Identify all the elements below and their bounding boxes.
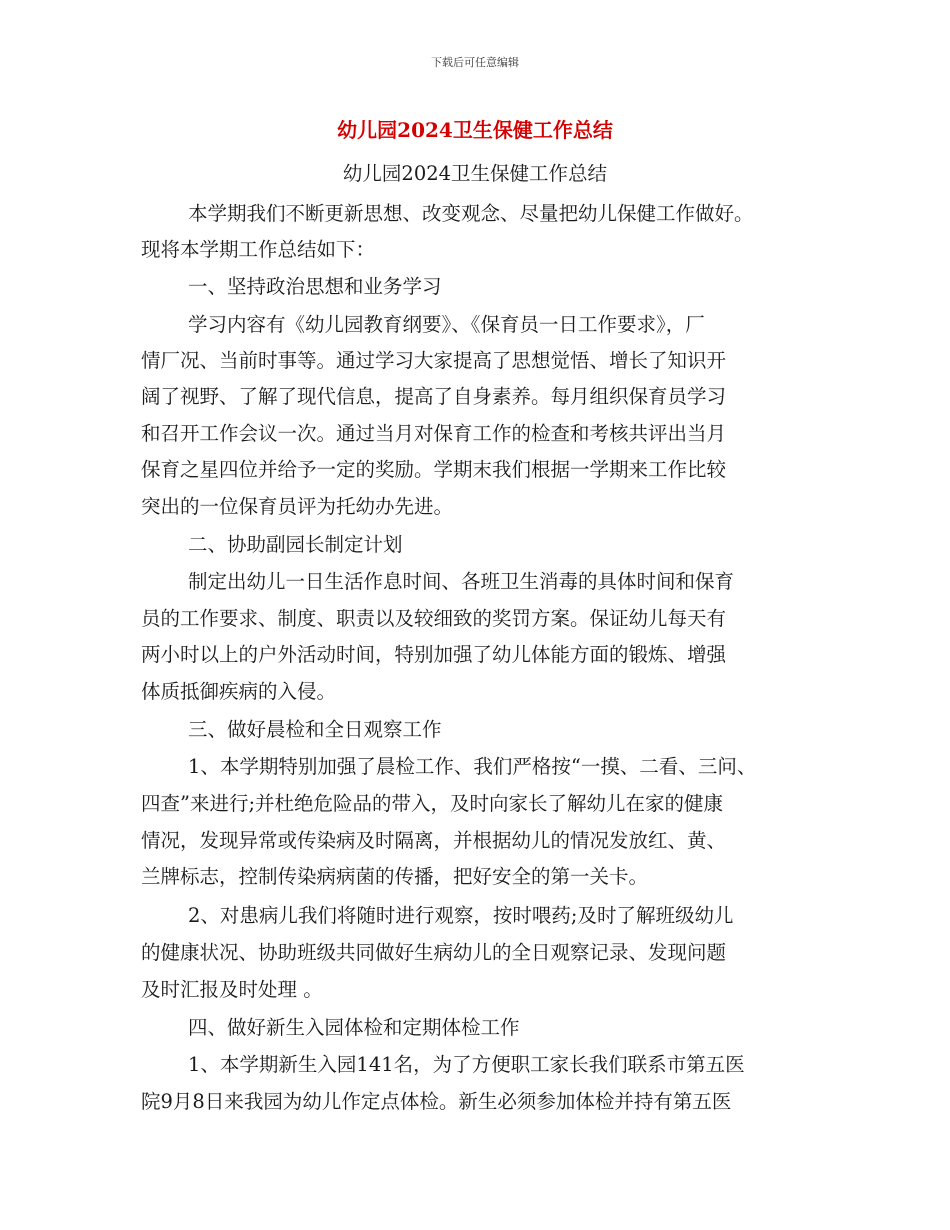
paragraph-line: 阔了视野、了解了现代信息，提高了自身素养。每月组织保育员学习 [141,385,727,408]
paragraph-line: 情厂况、当前时事等。通过学习大家提高了思想觉悟、增长了知识开 [141,349,727,372]
paragraph-line: 情况，发现异常或传染病及时隔离，并根据幼儿的情况发放红、黄、 [141,829,727,852]
paragraph-line: 学习内容有《幼儿园教育纲要》、《保育员一日工作要求》，厂 [188,313,705,336]
paragraph-line: 保育之星四位并给予一定的奖励。学期末我们根据一学期来工作比较 [141,458,727,481]
section-heading: 一、坚持政治思想和业务学习 [188,275,442,298]
paragraph-line: 制定出幼儿一日生活作息时间、各班卫生消毒的具体时间和保育 [188,570,735,593]
paragraph-line: 1、本学期新生入园141名，为了方便职工家长我们联系市第五医 [188,1053,745,1076]
paragraph-line: 本学期我们不断更新思想、改变观念、尽量把幼儿保健工作做好。 [188,202,754,225]
section-heading: 三、做好晨检和全日观察工作 [188,718,442,741]
paragraph-line: 四查”来进行;并杜绝危险品的带入，及时向家长了解幼儿在家的健康 [141,792,724,815]
paragraph-line: 2、对患病儿我们将随时进行观察，按时喂药;及时了解班级幼儿 [188,904,734,927]
paragraph-line: 两小时以上的户外活动时间，特别加强了幼儿体能方面的锻炼、增强 [141,643,727,666]
paragraph-line: 1、本学期特别加强了晨检工作、我们严格按“一摸、二看、三问、 [188,755,757,778]
section-heading: 四、做好新生入园体检和定期体检工作 [188,1016,520,1039]
section-heading: 二、协助副园长制定计划 [188,533,403,556]
paragraph-line: 的健康状况、协助班级共同做好生病幼儿的全日观察记录、发现问题 [141,941,727,964]
paragraph-line: 突出的一位保育员评为托幼办先进。 [141,495,454,518]
paragraph-line: 院9月8日来我园为幼儿作定点体检。新生必须参加体检并持有第五医 [141,1090,732,1113]
paragraph-line: 和召开工作会议一次。通过当月对保育工作的检查和考核共评出当月 [141,422,727,445]
document-title: 幼儿园2024卫生保健工作总结 [337,118,613,142]
page-header-note: 下载后可任意编辑 [431,56,519,69]
subtitle: 幼儿园2024卫生保健工作总结 [342,162,608,185]
paragraph-line: 兰牌标志，控制传染病病菌的传播，把好安全的第一关卡。 [141,865,649,888]
paragraph-line: 现将本学期工作总结如下： [141,238,376,261]
paragraph-line: 员的工作要求、制度、职责以及较细致的奖罚方案。保证幼儿每天有 [141,607,727,630]
paragraph-line: 体质抵御疾病的入侵。 [141,680,337,703]
paragraph-line: 及时汇报及时处理 。 [141,978,323,1001]
